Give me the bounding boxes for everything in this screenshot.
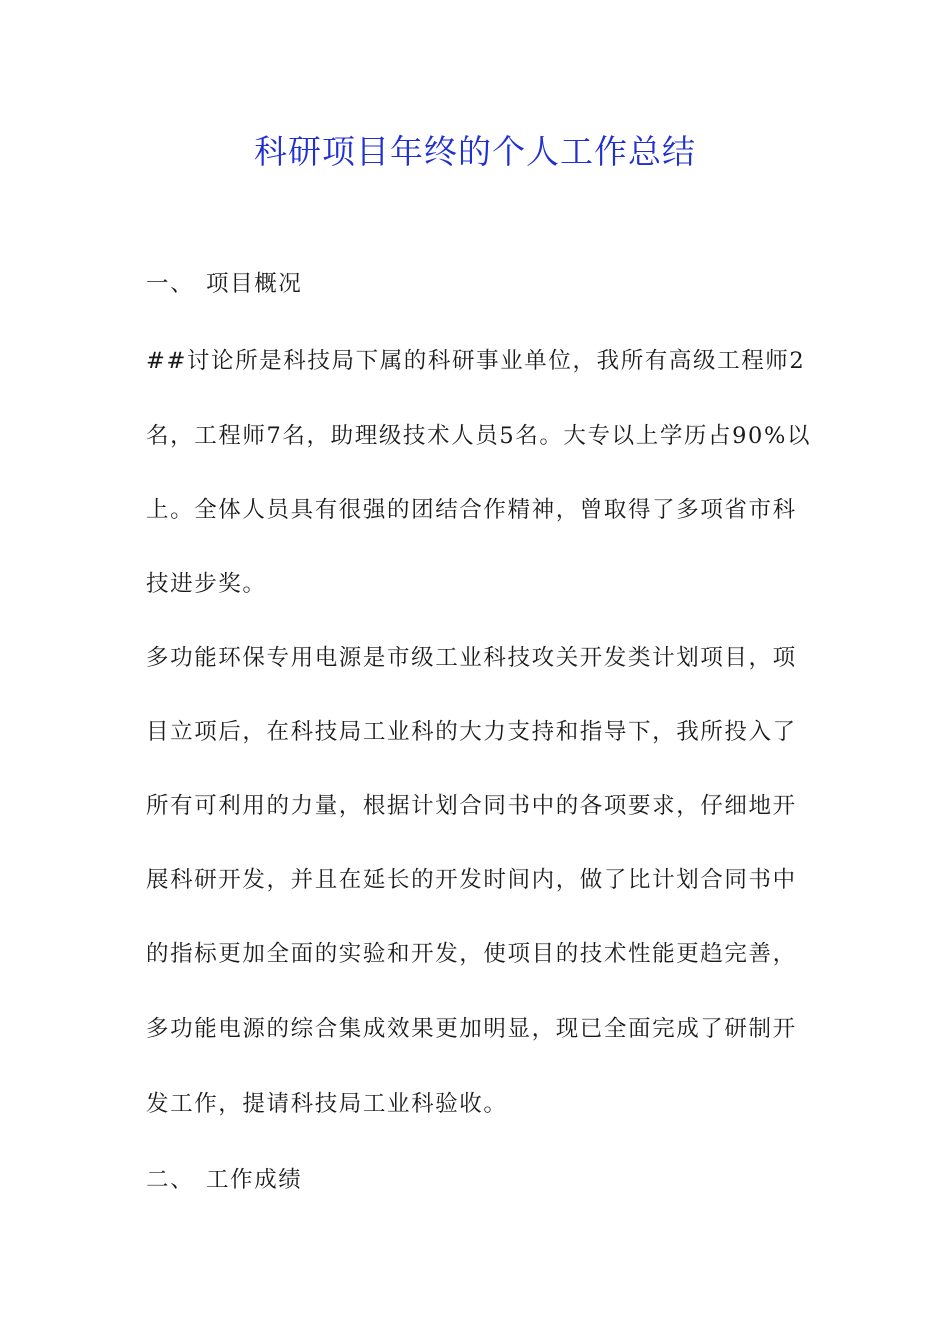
document-title: 科研项目年终的个人工作总结 — [254, 132, 696, 171]
paragraph-line: 目立项后，在科技局工业科的大力支持和指导下，我所投入了 — [146, 719, 797, 745]
section-heading-number: 一、 — [146, 271, 195, 297]
paragraph-line: 多功能电源的综合集成效果更加明显，现已全面完成了研制开 — [146, 1016, 797, 1042]
paragraph-line: 的指标更加全面的实验和开发，使项目的技术性能更趋完善， — [146, 941, 797, 967]
section-heading-number: 二、 — [146, 1167, 195, 1193]
paragraph-line: 展科研开发，并且在延长的开发时间内，做了比计划合同书中 — [146, 867, 797, 893]
section-heading-1 — [146, 268, 816, 300]
paragraph-line: 发工作，提请科技局工业科验收。 — [146, 1091, 508, 1117]
section-heading-2 — [146, 1164, 816, 1196]
section-heading-text: 工作成绩 — [206, 1167, 303, 1193]
paragraph-line: 技进步奖。 — [146, 571, 267, 597]
paragraph-line: 所有可利用的力量，根据计划合同书中的各项要求，仔细地开 — [146, 793, 797, 819]
paragraph-line: 上。全体人员具有很强的团结合作精神，曾取得了多项省市科 — [146, 497, 797, 523]
paragraph-line: 名，工程师7名，助理级技术人员5名。大专以上学历占90%以 — [146, 423, 812, 449]
paragraph-line: ##讨论所是科技局下属的科研事业单位，我所有高级工程师2 — [146, 348, 806, 374]
section-heading-text: 项目概况 — [206, 271, 303, 297]
paragraph-line: 多功能环保专用电源是市级工业科技攻关开发类计划项目，项 — [146, 645, 797, 671]
